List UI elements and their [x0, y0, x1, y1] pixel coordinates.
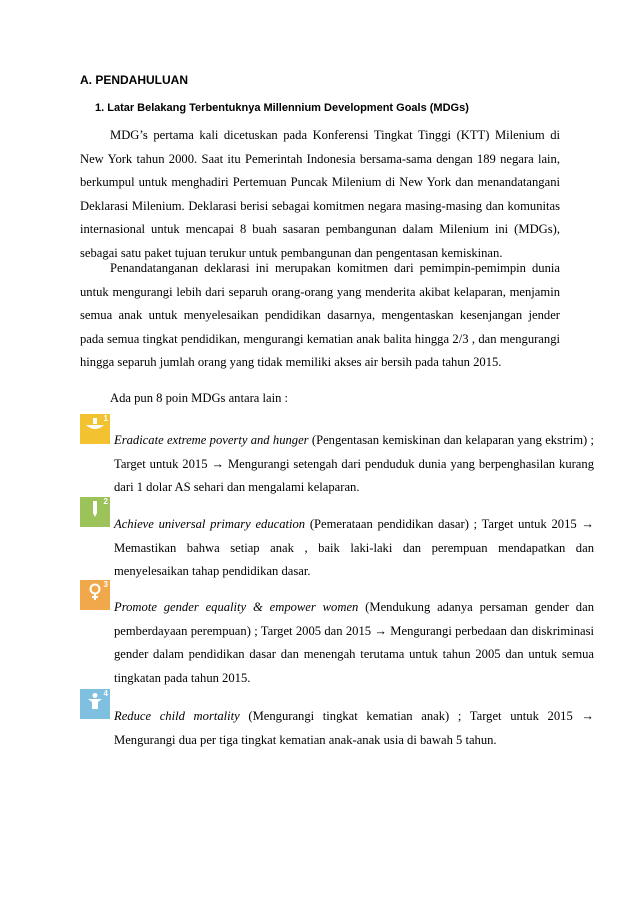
goal-description: (Mendukung adanya persaman gender dan pemberdayaan perempuan) ; Target 2005 dan 2015 → Mengurangi perbedaan dan diskriminasi gender dalam pendidikan dasar dan menengah terutama untuk tahun 2005 dan untuk semua tingkatan pada tahun 2015.: [114, 600, 594, 685]
goal-title: Achieve universal primary education: [114, 517, 306, 531]
mdg-goal-2: [80, 513, 594, 584]
goal-description: (Pemerataan pendidikan dasar) ; Target untuk 2015 → Memastikan bahwa setiap anak , baik laki-laki dan perempuan mendapatkan dan menyelesaikan tahap pendidikan dasar.: [114, 517, 594, 579]
goal-number: 4: [103, 689, 108, 698]
goal-title: Reduce child mortality: [114, 709, 240, 723]
mdg-goal-3: [80, 596, 594, 690]
goal-title: Promote gender equality & empower women: [114, 600, 359, 614]
goal-description: (Mengurangi tingkat kematian anak) ; Target untuk 2015 → Mengurangi dua per tiga tingkat kematian anak-anak usia di bawah 5 tahun.: [114, 709, 594, 747]
paragraph-goals-lead: Ada pun 8 poin MDGs antara lain :: [110, 391, 289, 405]
paragraph-intro: MDG’s pertama kali dicetuskan pada Konferensi Tingkat Tinggi (KTT) Milenium di New York tahun 2000. Saat itu Pemerintah Indonesia bersama-sama dengan 189 negara lain, berkumpul untuk menghadiri Pertemuan Puncak Milenium di New York dan menandatangani Deklarasi Milenium. Deklarasi berisi sebagai komitmen negara masing-masing dan komunitas internasional untuk mencapai 8 buah sasaran pembangunan dalam Milenium ini (MDGs), sebagai satu paket tujuan terukur untuk pembangunan dan pengentasan kemiskinan.: [80, 128, 560, 260]
section-heading: A. PENDAHULUAN: [80, 73, 188, 87]
mdg-goal-1: [80, 429, 594, 500]
paragraph-commitment: Penandatanganan deklarasi ini merupakan komitmen dari pemimpin-pemimpin dunia untuk mengurangi lebih dari separuh orang-orang yang menderita akibat kelaparan, menjamin semua anak untuk menyelesaikan pendidikan dasarnya, mengentaskan kesenjangan jender pada semua tingkat pendidikan, mengurangi kematian anak balita hingga 2/3 , dan mengurangi hingga separuh jumlah orang yang tidak memiliki akses air bersih pada tahun 2015.: [80, 261, 560, 370]
subsection-heading: 1. Latar Belakang Terbentuknya Millennium Development Goals (MDGs): [95, 102, 469, 114]
goal-number: 3: [103, 580, 108, 589]
goal-number: 2: [103, 497, 108, 506]
goal-number: 1: [103, 414, 108, 423]
mdg-goal-4: [80, 705, 594, 752]
goal-title: Eradicate extreme poverty and hunger: [114, 433, 309, 447]
goal-description: (Pengentasan kemiskinan dan kelaparan yang ekstrim) ; Target untuk 2015 → Mengurangi setengah dari penduduk dunia yang berpenghasilan kurang dari 1 dolar AS sehari dan mengalami kelaparan.: [114, 433, 594, 495]
